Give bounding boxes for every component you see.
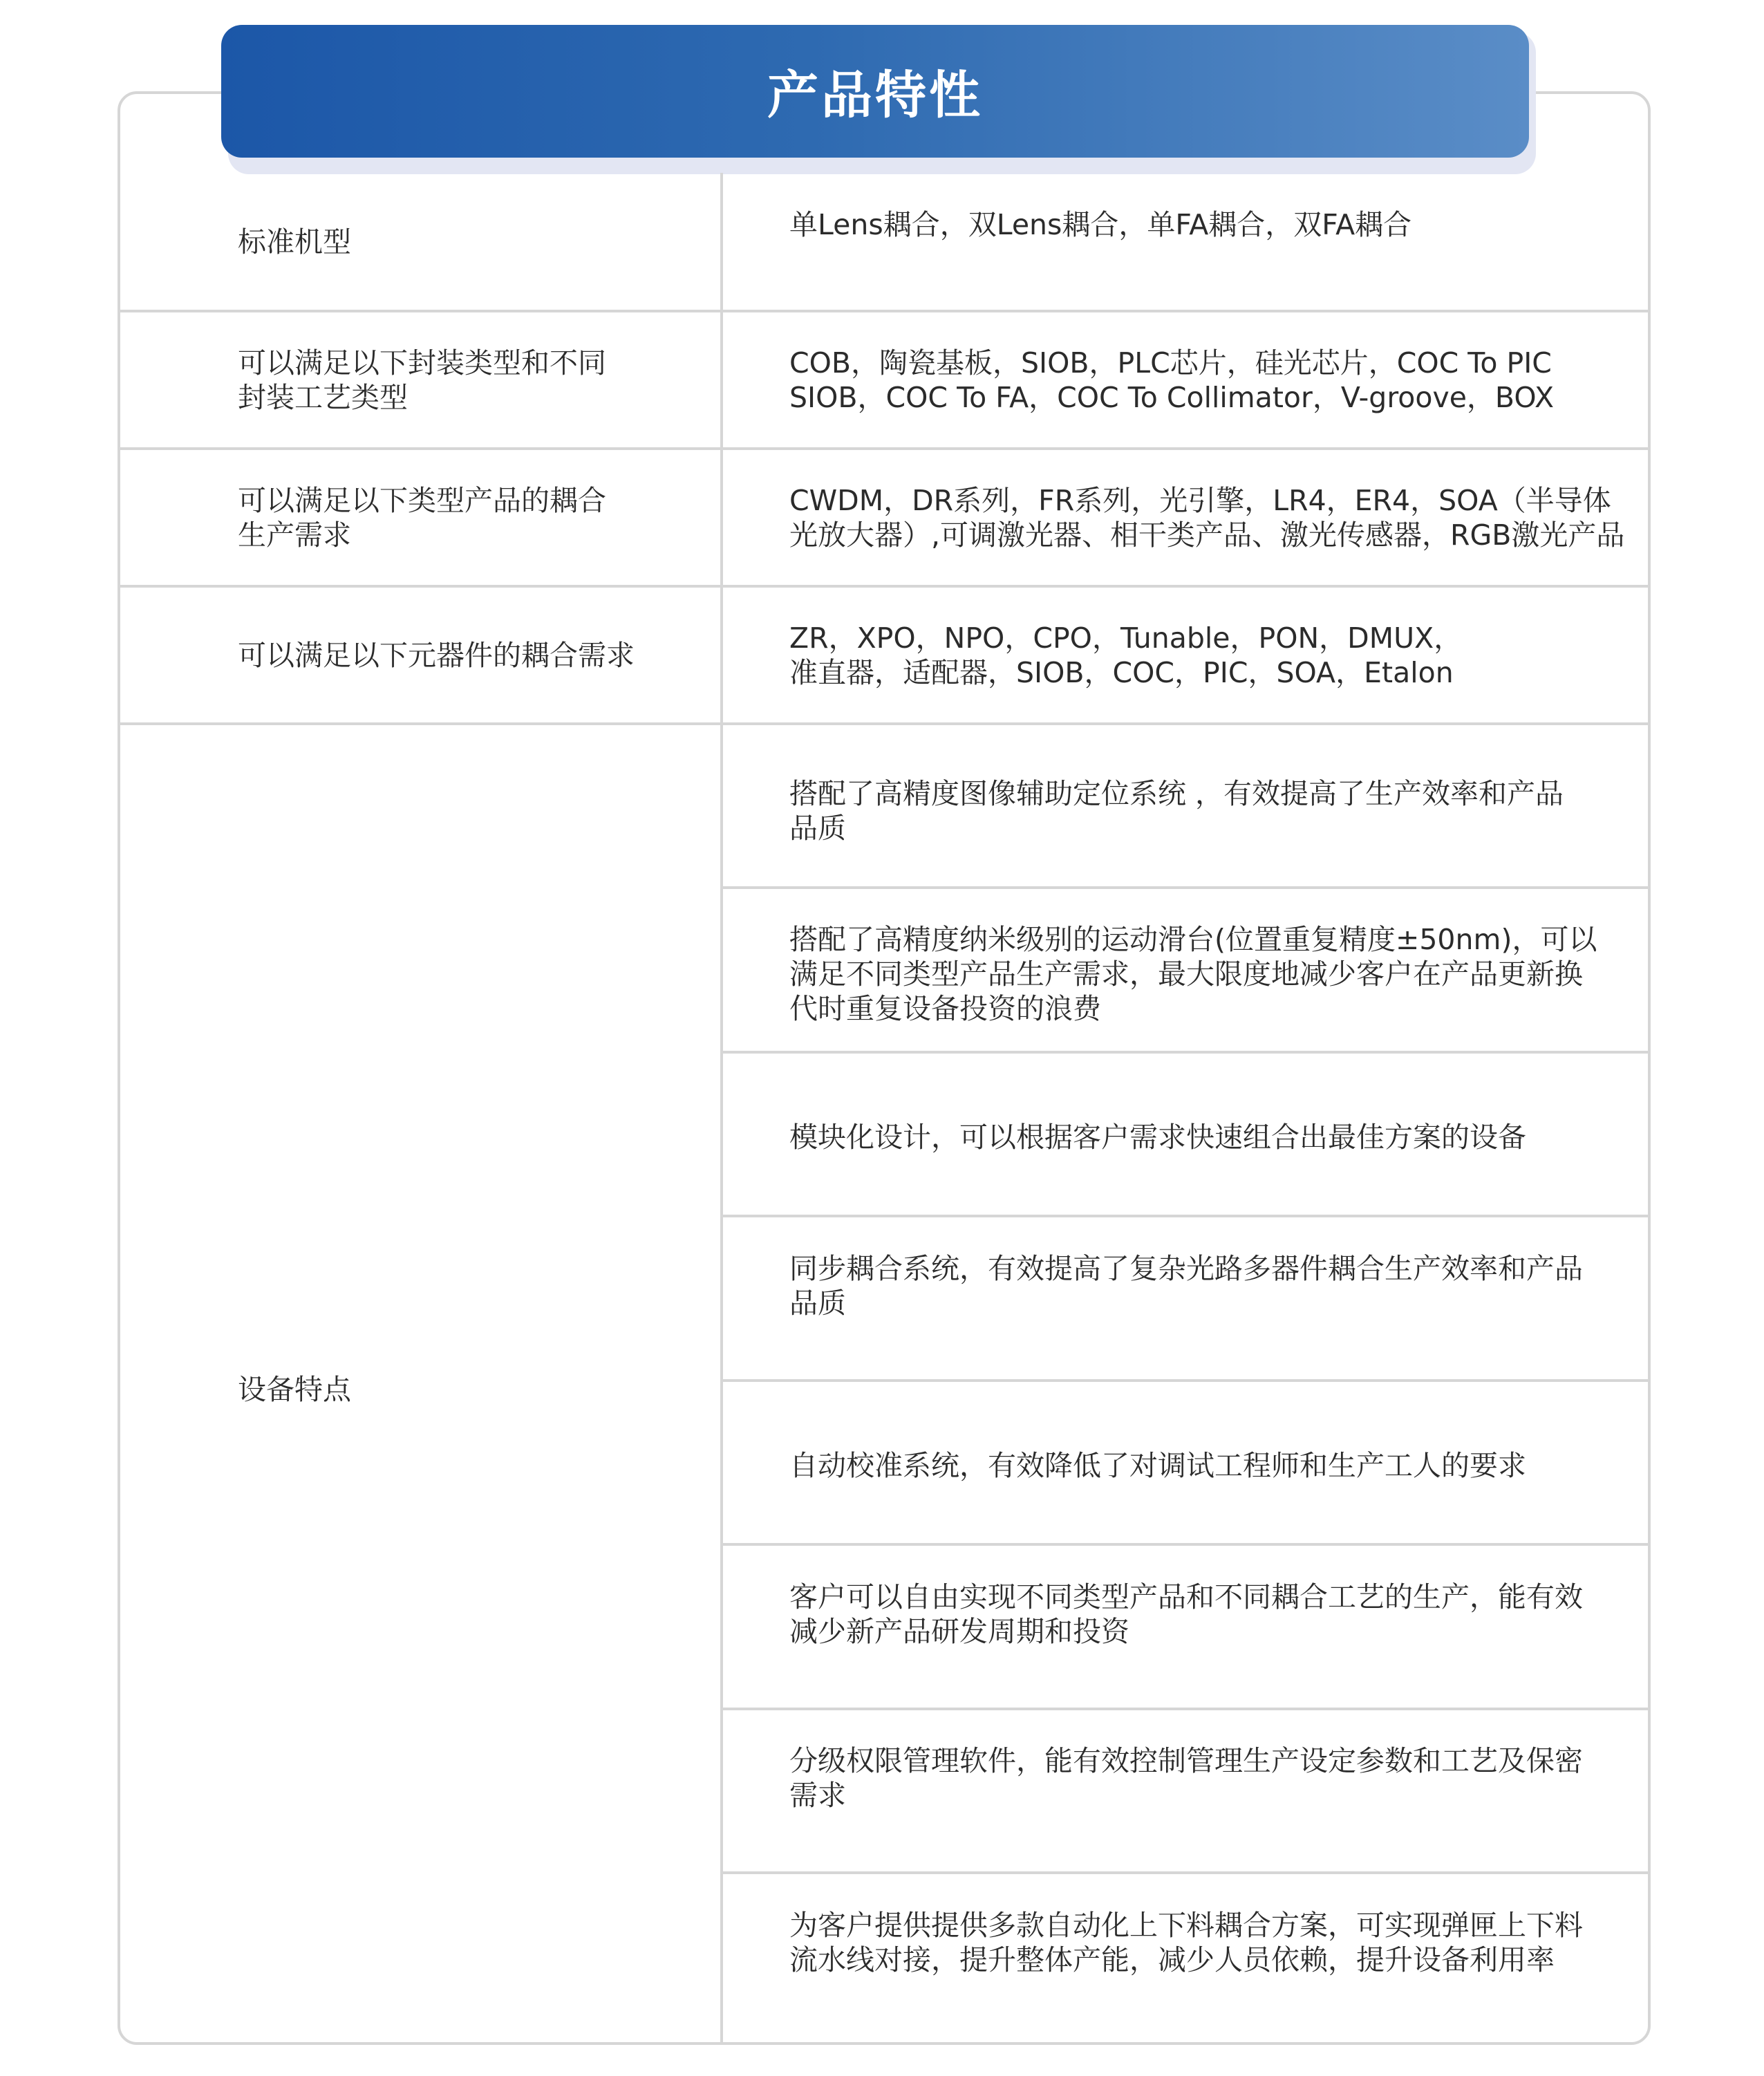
row-divider: [119, 310, 1649, 312]
row-value-components: ZR，XPO，NPO，CPO，Tunable，PON，DMUX， 准直器，适配器，SIOB，COC，PIC，SOA，Etalon: [789, 621, 1463, 689]
feature-divider: [722, 1215, 1649, 1217]
column-divider: [720, 173, 723, 2042]
feature-item: 搭配了高精度图像辅助定位系统 ，有效提高了生产效率和产品 品质: [789, 776, 1564, 845]
feature-item: 为客户提供提供多款自动化上下料耦合方案，可实现弹匣上下料 流水线对接，提升整体产能，减少人员依赖，提升设备利用率: [789, 1908, 1583, 1976]
page-title: 产品特性: [767, 66, 983, 125]
feature-item: 同步耦合系统，有效提高了复杂光路多器件耦合生产效率和产品 品质: [789, 1251, 1583, 1320]
feature-divider: [722, 1708, 1649, 1710]
row-label-package-types: 可以满足以下封装类型和不同 封装工艺类型: [238, 346, 606, 414]
feature-divider: [722, 1871, 1649, 1874]
feature-divider: [722, 1051, 1649, 1054]
feature-item: 自动校准系统，有效降低了对调试工程师和生产工人的要求: [789, 1449, 1526, 1482]
row-divider: [119, 447, 1649, 450]
row-divider: [119, 585, 1649, 588]
row-label-product-types: 可以满足以下类型产品的耦合 生产需求: [238, 483, 606, 552]
feature-item: 客户可以自由实现不同类型产品和不同耦合工艺的生产，能有效 减少新产品研发周期和投资: [789, 1580, 1583, 1648]
row-label-standard-model: 标准机型: [238, 225, 351, 259]
row-value-product-types: CWDM，DR系列，FR系列，光引擎，LR4，ER4，SOA（半导体 光放大器）,可调激光器、相干类产品、激光传感器，RGB激光产品: [789, 483, 1625, 552]
feature-divider: [722, 886, 1649, 889]
feature-item: 模块化设计，可以根据客户需求快速组合出最佳方案的设备: [789, 1121, 1526, 1154]
title-banner: [221, 25, 1529, 158]
row-label-components: 可以满足以下元器件的耦合需求: [238, 639, 635, 672]
feature-item: 搭配了高精度纳米级别的运动滑台(位置重复精度±50nm)，可以 满足不同类型产品生产需求，最大限度地减少客户在产品更新换 代时重复设备投资的浪费: [789, 922, 1597, 1025]
row-divider: [119, 722, 1649, 725]
feature-divider: [722, 1379, 1649, 1382]
row-value-package-types: COB，陶瓷基板，SIOB，PLC芯片，硅光芯片，COC To PIC SIOB，COC To FA，COC To Collimator，V-groove，BOX: [789, 346, 1555, 414]
feature-item: 分级权限管理软件，能有效控制管理生产设定参数和工艺及保密 需求: [789, 1743, 1583, 1812]
row-value-standard-model: 单Lens耦合，双Lens耦合，单FA耦合，双FA耦合: [789, 208, 1412, 241]
feature-divider: [722, 1543, 1649, 1546]
row-label-features: 设备特点: [238, 1373, 351, 1406]
